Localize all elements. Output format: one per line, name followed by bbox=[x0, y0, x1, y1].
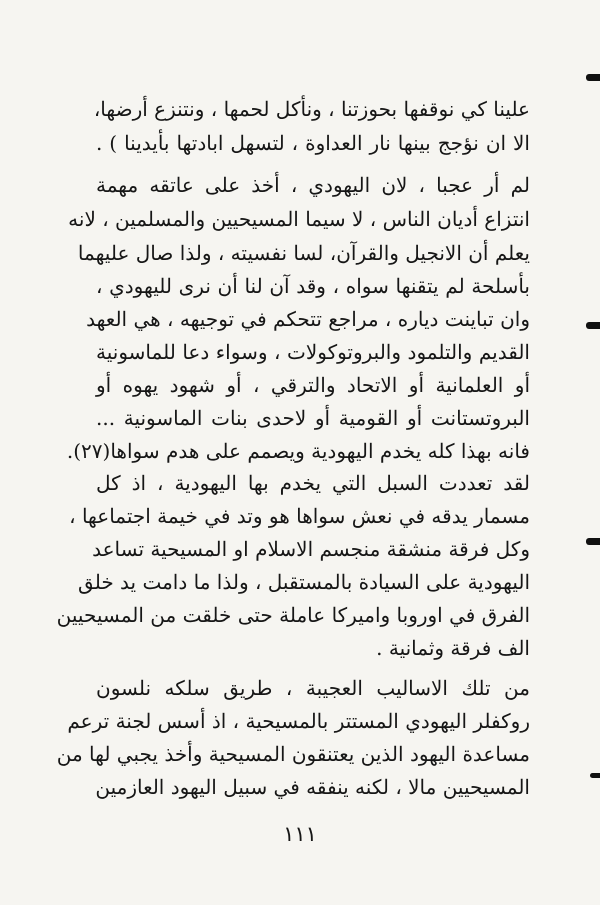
page-number: ١١١ bbox=[283, 822, 317, 846]
text-line: من تلك الاساليب العجيبة ، طريق سلكه نلسون bbox=[96, 676, 530, 700]
text-line: المسيحيين مالا ، لكنه ينفقه في سبيل اليهود العازمين bbox=[95, 775, 530, 799]
text-line: وان تباينت دياره ، مراجع تتحكم في توجيهه ، هي العهد bbox=[86, 307, 530, 331]
paragraph-2 bbox=[66, 168, 530, 478]
text-line: فانه بهذا كله يخدم اليهودية ويصمم على هدم سواها(٢٧). bbox=[66, 439, 530, 463]
scan-edge-mark bbox=[586, 74, 600, 81]
text-line: لم أر عجبا ، لان اليهودي ، أخذ على عاتقه مهمة bbox=[96, 173, 530, 197]
text-line: البروتستانت أو القومية أو لاحدى بنات الماسونية ... bbox=[96, 406, 530, 430]
text-line: الا ان نؤجج بينها نار العداوة ، لتسهل ابادتها بأيدينا ) . bbox=[96, 131, 530, 155]
paragraph-3 bbox=[56, 466, 530, 671]
text-line: يعلم أن الانجيل والقرآن، لسا نفسيته ، ولذا صال عليهما bbox=[77, 241, 530, 265]
text-line: مساعدة اليهود الذين يعتنقون المسيحية وأخذ يجبي لها من bbox=[56, 742, 530, 766]
text-line: الف فرقة وثمانية . bbox=[376, 636, 530, 660]
text-line: مسمار يدقه في نعش سواها هو وتد في خيمة اجتماعها ، bbox=[69, 504, 530, 528]
paragraph-1 bbox=[93, 92, 530, 162]
text-line: لقد تعددت السبل التي يخدم بها اليهودية ، اذ كل bbox=[96, 471, 530, 495]
text-line: الفرق في اوروبا واميركا عاملة حتى خلقت من المسيحيين bbox=[56, 603, 530, 627]
text-line: انتزاع أديان الناس ، لا سيما المسيحيين والمسلمين ، لانه bbox=[68, 207, 530, 231]
text-line: روكفلر اليهودي المستتر بالمسيحية ، اذ أسس لجنة ترعم bbox=[67, 709, 530, 733]
paragraph-4 bbox=[56, 671, 530, 811]
scan-edge-mark bbox=[586, 322, 600, 329]
text-line: اليهودية على السيادة بالمستقبل ، ولذا ما دامت يد خلق bbox=[78, 570, 530, 594]
text-line: وكل فرقة منشقة منجسم الاسلام او المسيحية تساعد bbox=[92, 537, 530, 561]
text-line: أو العلمانية أو الاتحاد والترقي ، أو شهود يهوه أو bbox=[96, 373, 530, 397]
text-line: القديم والتلمود والبروتوكولات ، وسواء دعا للماسونية bbox=[96, 340, 530, 364]
scan-edge-mark bbox=[590, 773, 600, 778]
scan-edge-mark bbox=[586, 538, 600, 545]
text-line: علينا كي نوقفها بحوزتنا ، ونأكل لحمها ، ونتنزع أرضها، bbox=[93, 97, 530, 121]
text-line: بأسلحة لم يتقنها سواه ، وقد آن لنا أن نرى لليهودي ، bbox=[96, 274, 530, 298]
